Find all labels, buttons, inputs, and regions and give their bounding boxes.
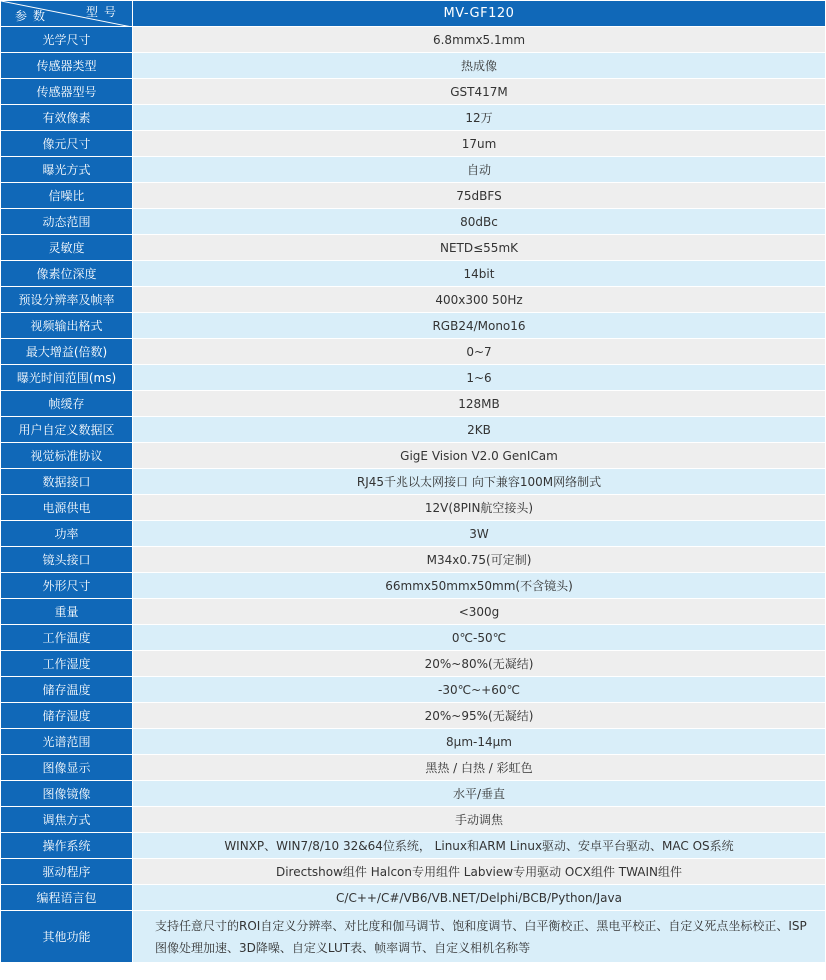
spec-label: 视觉标准协议	[1, 443, 133, 469]
spec-label: 预设分辨率及帧率	[1, 287, 133, 313]
spec-value: 水平/垂直	[133, 781, 826, 807]
spec-value: Directshow组件 Halcon专用组件 Labview专用驱动 OCX组件 TWAIN组件	[133, 859, 826, 885]
spec-row	[1, 469, 826, 495]
spec-label: 工作湿度	[1, 651, 133, 677]
spec-label: 调焦方式	[1, 807, 133, 833]
spec-row	[1, 27, 826, 53]
model-name: MV-GF120	[133, 1, 826, 27]
spec-value: 20%~95%(无凝结)	[133, 703, 826, 729]
spec-row	[1, 79, 826, 105]
spec-label: 编程语言包	[1, 885, 133, 911]
spec-label: 功率	[1, 521, 133, 547]
spec-label: 曝光方式	[1, 157, 133, 183]
spec-value: 12V(8PIN航空接头)	[133, 495, 826, 521]
spec-label: 用户自定义数据区	[1, 417, 133, 443]
spec-value: C/C++/C#/VB6/VB.NET/Delphi/BCB/Python/Java	[133, 885, 826, 911]
spec-value: 6.8mmx5.1mm	[133, 27, 826, 53]
spec-label: 灵敏度	[1, 235, 133, 261]
spec-value: 20%~80%(无凝结)	[133, 651, 826, 677]
spec-row	[1, 521, 826, 547]
spec-row	[1, 417, 826, 443]
spec-label: 图像显示	[1, 755, 133, 781]
spec-row	[1, 833, 826, 859]
spec-value: 128MB	[133, 391, 826, 417]
spec-value: 400x300 50Hz	[133, 287, 826, 313]
spec-label: 最大增益(倍数)	[1, 339, 133, 365]
corner-header-cell	[1, 1, 133, 27]
spec-row	[1, 885, 826, 911]
spec-row	[1, 261, 826, 287]
spec-row	[1, 547, 826, 573]
spec-label: 帧缓存	[1, 391, 133, 417]
spec-value: GigE Vision V2.0 GenICam	[133, 443, 826, 469]
spec-row	[1, 365, 826, 391]
spec-row	[1, 443, 826, 469]
spec-value: 1~6	[133, 365, 826, 391]
spec-label: 有效像素	[1, 105, 133, 131]
spec-row	[1, 729, 826, 755]
spec-row	[1, 755, 826, 781]
spec-row	[1, 391, 826, 417]
spec-value: 75dBFS	[133, 183, 826, 209]
spec-label: 视频输出格式	[1, 313, 133, 339]
spec-row-other	[1, 911, 826, 963]
spec-label: 镜头接口	[1, 547, 133, 573]
spec-row	[1, 339, 826, 365]
spec-label: 数据接口	[1, 469, 133, 495]
spec-row	[1, 209, 826, 235]
spec-row	[1, 677, 826, 703]
corner-label-model: 型号	[85, 5, 122, 19]
spec-label: 储存温度	[1, 677, 133, 703]
spec-value: <300g	[133, 599, 826, 625]
spec-value: NETD≤55mK	[133, 235, 826, 261]
spec-label: 信噪比	[1, 183, 133, 209]
spec-label: 工作温度	[1, 625, 133, 651]
spec-row	[1, 183, 826, 209]
spec-value: 热成像	[133, 53, 826, 79]
spec-value-other: 支持任意尺寸的ROI自定义分辨率、对比度和伽马调节、饱和度调节、白平衡校正、黑电平校正、自定义死点坐标校正、ISP图像处理加速、3D降噪、自定义LUT表、帧率调节、自定义相机名称等	[133, 911, 826, 963]
spec-value: 自动	[133, 157, 826, 183]
spec-value: 2KB	[133, 417, 826, 443]
spec-label: 储存湿度	[1, 703, 133, 729]
spec-value: 12万	[133, 105, 826, 131]
spec-label: 传感器型号	[1, 79, 133, 105]
spec-label-other: 其他功能	[1, 911, 133, 963]
spec-label: 电源供电	[1, 495, 133, 521]
spec-value: 8μm-14μm	[133, 729, 826, 755]
spec-label: 动态范围	[1, 209, 133, 235]
spec-row	[1, 495, 826, 521]
spec-row	[1, 53, 826, 79]
spec-row	[1, 105, 826, 131]
spec-value: GST417M	[133, 79, 826, 105]
corner-label-param: 参数	[15, 9, 52, 23]
spec-row	[1, 859, 826, 885]
spec-row	[1, 625, 826, 651]
spec-row	[1, 703, 826, 729]
spec-row	[1, 131, 826, 157]
spec-value: 17um	[133, 131, 826, 157]
spec-row	[1, 807, 826, 833]
spec-row	[1, 235, 826, 261]
spec-label: 光学尺寸	[1, 27, 133, 53]
spec-label: 传感器类型	[1, 53, 133, 79]
table-header-row	[1, 1, 826, 27]
spec-value: RJ45千兆以太网接口 向下兼容100M网络制式	[133, 469, 826, 495]
spec-label: 像元尺寸	[1, 131, 133, 157]
spec-label: 曝光时间范围(ms)	[1, 365, 133, 391]
spec-value: M34x0.75(可定制)	[133, 547, 826, 573]
spec-value: RGB24/Mono16	[133, 313, 826, 339]
spec-label: 操作系统	[1, 833, 133, 859]
spec-value: 手动调焦	[133, 807, 826, 833]
spec-row	[1, 573, 826, 599]
spec-value: 14bit	[133, 261, 826, 287]
spec-value: -30℃~+60℃	[133, 677, 826, 703]
spec-value: WINXP、WIN7/8/10 32&64位系统， Linux和ARM Linux驱动、安卓平台驱动、MAC OS系统	[133, 833, 826, 859]
spec-label: 驱动程序	[1, 859, 133, 885]
spec-label: 重量	[1, 599, 133, 625]
spec-label: 光谱范围	[1, 729, 133, 755]
spec-row	[1, 287, 826, 313]
spec-row	[1, 651, 826, 677]
spec-value: 0~7	[133, 339, 826, 365]
spec-row	[1, 781, 826, 807]
spec-value: 80dBc	[133, 209, 826, 235]
spec-value: 3W	[133, 521, 826, 547]
spec-label: 像素位深度	[1, 261, 133, 287]
spec-row	[1, 313, 826, 339]
spec-value: 黑热 / 白热 / 彩虹色	[133, 755, 826, 781]
spec-label: 外形尺寸	[1, 573, 133, 599]
spec-value: 66mmx50mmx50mm(不含镜头)	[133, 573, 826, 599]
spec-value: 0℃-50℃	[133, 625, 826, 651]
spec-label: 图像镜像	[1, 781, 133, 807]
spec-row	[1, 157, 826, 183]
spec-row	[1, 599, 826, 625]
